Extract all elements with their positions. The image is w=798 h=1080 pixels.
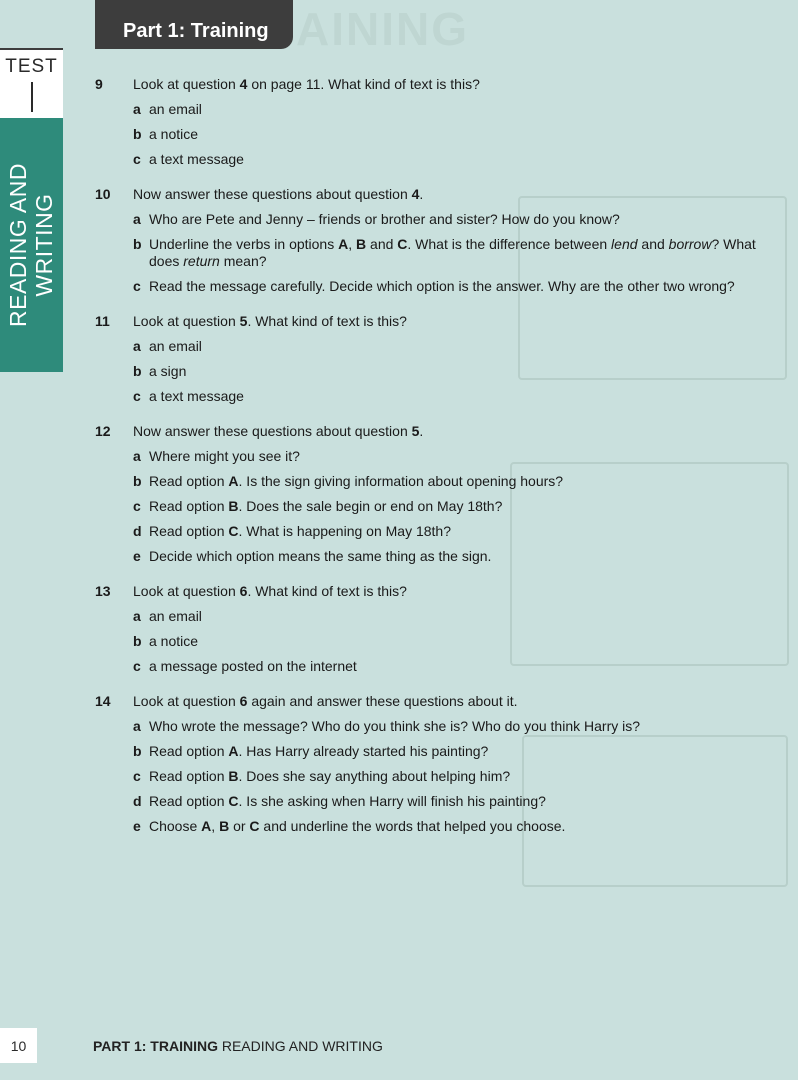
text-run: Read option (149, 498, 229, 514)
option-c (95, 498, 765, 515)
option-letter: d (133, 523, 142, 539)
test-number (31, 82, 33, 112)
text-run: B (219, 818, 230, 834)
option-letter: a (133, 211, 141, 227)
text-run: A (228, 743, 239, 759)
option-c (95, 768, 765, 785)
text-run: . Does she say anything about helping him? (238, 768, 511, 784)
text-run: an email (149, 338, 202, 354)
option-letter: c (133, 388, 141, 404)
text-run: B (228, 498, 239, 514)
text-run: Read option (149, 793, 229, 809)
option-a (95, 211, 765, 228)
question-prompt (95, 423, 765, 440)
option-b (95, 236, 765, 270)
side-section-line2: WRITING (31, 193, 57, 297)
option-c (95, 278, 765, 295)
question-11 (95, 313, 765, 405)
question-number: 11 (95, 313, 110, 329)
text-run: . (419, 423, 424, 439)
option-b (95, 363, 765, 380)
text-run: . Is the sign giving information about opening hours? (238, 473, 564, 489)
text-run: C (228, 523, 239, 539)
text-run: B (228, 768, 239, 784)
section-header-tab (95, 0, 293, 49)
option-letter: e (133, 818, 141, 834)
option-letter: a (133, 338, 141, 354)
question-number: 10 (95, 186, 111, 202)
option-d (95, 793, 765, 810)
text-run: . Is she asking when Harry will finish his painting? (238, 793, 546, 809)
text-run: or (229, 818, 250, 834)
text-run: borrow (668, 236, 712, 252)
text-run: Where might you see it? (149, 448, 300, 464)
option-letter: a (133, 448, 141, 464)
text-run: A (201, 818, 212, 834)
text-run: , (211, 818, 220, 834)
option-b (95, 473, 765, 490)
question-12 (95, 423, 765, 565)
text-run: a sign (149, 363, 187, 379)
option-list (95, 718, 765, 835)
page-number: 10 (10, 1038, 27, 1054)
option-a (95, 101, 765, 118)
question-prompt (95, 76, 765, 93)
question-number: 9 (95, 76, 103, 92)
text-run: Now answer these questions about question (133, 423, 412, 439)
option-list (95, 101, 765, 168)
question-14 (95, 693, 765, 835)
question-13 (95, 583, 765, 675)
text-run: A (228, 473, 239, 489)
text-run: a text message (149, 388, 244, 404)
option-letter: c (133, 278, 141, 294)
question-prompt (95, 693, 765, 710)
text-run: Look at question (133, 313, 240, 329)
option-a (95, 718, 765, 735)
question-list (95, 76, 765, 853)
side-section-tab (0, 118, 63, 372)
text-run: again and answer these questions about it. (247, 693, 518, 709)
question-9 (95, 76, 765, 168)
text-run: . What is happening on May 18th? (238, 523, 451, 539)
text-run: Decide which option means the same thing as the sign. (149, 548, 492, 564)
text-run: and underline the words that helped you choose. (259, 818, 566, 834)
text-run: Look at question (133, 76, 240, 92)
footer-part: PART 1: TRAINING (93, 1038, 218, 1054)
page-number-box (0, 1028, 37, 1063)
option-c (95, 151, 765, 168)
text-run: C (249, 818, 260, 834)
text-run: 4 (239, 76, 248, 92)
option-c (95, 388, 765, 405)
text-run: . What is the difference between (407, 236, 612, 252)
test-label: TEST (5, 56, 58, 77)
option-b (95, 126, 765, 143)
text-run: . Has Harry already started his painting? (238, 743, 489, 759)
option-letter: c (133, 768, 141, 784)
option-e (95, 548, 765, 565)
text-run: 5 (239, 313, 248, 329)
text-run: , (348, 236, 357, 252)
option-list (95, 338, 765, 405)
text-run: a notice (149, 126, 199, 142)
running-footer (93, 1038, 383, 1054)
page-title: Part 1: Training (123, 20, 269, 42)
text-run: . Does the sale begin or end on May 18th? (238, 498, 503, 514)
option-letter: c (133, 151, 141, 167)
option-b (95, 743, 765, 760)
question-10 (95, 186, 765, 295)
side-section-line1: READING AND (5, 163, 31, 327)
question-prompt (95, 313, 765, 330)
text-run: Choose (149, 818, 202, 834)
text-run: Read option (149, 743, 229, 759)
text-run: . What kind of text is this? (247, 583, 407, 599)
text-run: A (338, 236, 349, 252)
text-run: a text message (149, 151, 244, 167)
text-run: . (419, 186, 424, 202)
text-run: 5 (411, 423, 420, 439)
option-letter: b (133, 633, 142, 649)
text-run: a message posted on the internet (149, 658, 357, 674)
text-run: lend (611, 236, 638, 252)
text-run: C (397, 236, 408, 252)
text-run: Read option (149, 523, 229, 539)
text-run: ? What does (149, 236, 756, 269)
text-run: Read option (149, 473, 229, 489)
text-run: Now answer these questions about question (133, 186, 412, 202)
question-number: 12 (95, 423, 111, 439)
text-run: Look at question (133, 693, 240, 709)
text-run: and (637, 236, 669, 252)
option-letter: a (133, 718, 141, 734)
option-letter: b (133, 473, 142, 489)
text-run: Who are Pete and Jenny – friends or brother and sister? How do you know? (149, 211, 620, 227)
text-run: Look at question (133, 583, 240, 599)
side-section-label (5, 120, 57, 370)
text-run: 4 (411, 186, 420, 202)
side-test-tab (0, 48, 63, 118)
text-run: Who wrote the message? Who do you think she is? Who do you think Harry is? (149, 718, 641, 734)
text-run: B (356, 236, 367, 252)
text-run: Underline the verbs in options (149, 236, 339, 252)
text-run: 6 (239, 583, 248, 599)
question-prompt (95, 186, 765, 203)
text-run: an email (149, 101, 202, 117)
option-letter: b (133, 363, 142, 379)
show-through-heading: AINING (296, 3, 469, 55)
option-letter: b (133, 126, 142, 142)
option-d (95, 523, 765, 540)
text-run: Read the message carefully. Decide which option is the answer. Why are the other two wrong? (149, 278, 735, 294)
text-run: mean? (219, 253, 267, 269)
option-a (95, 338, 765, 355)
option-b (95, 633, 765, 650)
question-number: 14 (95, 693, 111, 709)
footer-section: READING AND WRITING (217, 1038, 383, 1054)
question-number: 13 (95, 583, 111, 599)
question-prompt (95, 583, 765, 600)
text-run: C (228, 793, 239, 809)
option-letter: a (133, 101, 141, 117)
option-letter: e (133, 548, 141, 564)
text-run: . What kind of text is this? (247, 313, 407, 329)
text-run: on page 11. What kind of text is this? (247, 76, 480, 92)
option-letter: c (133, 498, 141, 514)
text-run: an email (149, 608, 202, 624)
option-letter: b (133, 236, 142, 252)
option-list (95, 448, 765, 565)
option-c (95, 658, 765, 675)
option-letter: d (133, 793, 142, 809)
text-run: 6 (239, 693, 248, 709)
option-letter: b (133, 743, 142, 759)
text-run: a notice (149, 633, 199, 649)
option-a (95, 448, 765, 465)
option-letter: c (133, 658, 141, 674)
text-run: Read option (149, 768, 229, 784)
text-run: and (366, 236, 398, 252)
option-letter: a (133, 608, 141, 624)
option-list (95, 608, 765, 675)
option-a (95, 608, 765, 625)
option-e (95, 818, 765, 835)
option-list (95, 211, 765, 295)
text-run: return (183, 253, 220, 269)
